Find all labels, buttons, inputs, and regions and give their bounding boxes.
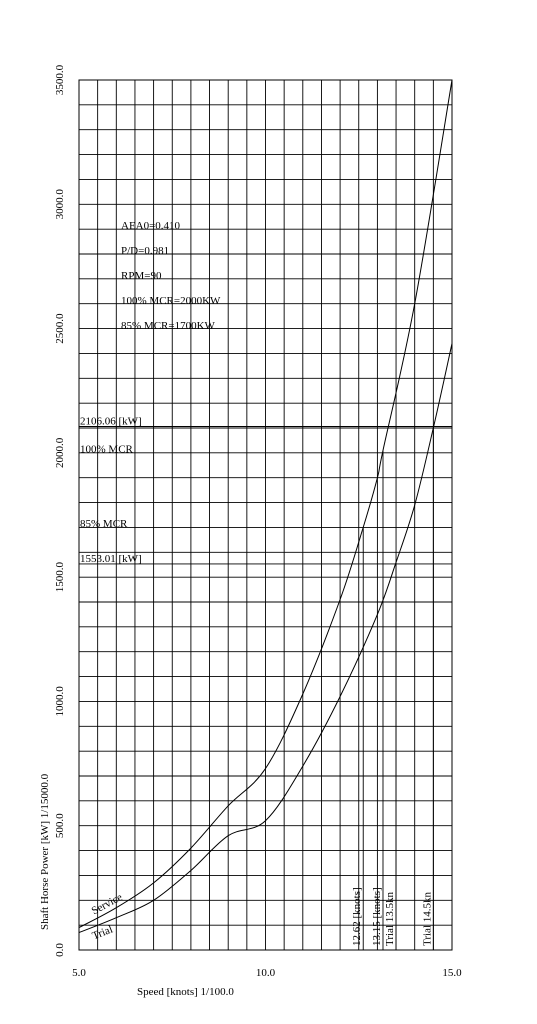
y-tick-label: 3500.0 bbox=[54, 64, 66, 96]
parameter-text: P/D=0.981 bbox=[121, 245, 170, 257]
y-tick-label: 0.0 bbox=[54, 943, 66, 957]
speed-marker-label: 12.62 [knots] bbox=[351, 887, 364, 946]
parameter-text: AEA0=0.410 bbox=[121, 220, 181, 232]
speed-marker-label: Trial 14.5kn bbox=[421, 892, 434, 946]
x-tick-label: 15.0 bbox=[442, 967, 462, 979]
parameter-text: 85% MCR=1700KW bbox=[121, 320, 215, 332]
parameter-block bbox=[121, 220, 221, 332]
y-tick-label: 500.0 bbox=[54, 813, 66, 839]
mcr-label: 85% MCR bbox=[80, 517, 128, 530]
parameter-text: RPM=90 bbox=[121, 270, 162, 282]
y-tick-label: 2000.0 bbox=[54, 437, 66, 468]
x-tick-label: 5.0 bbox=[72, 967, 86, 979]
y-tick-label: 1000.0 bbox=[54, 686, 66, 717]
x-tick-label: 10.0 bbox=[255, 967, 276, 979]
y-tick-label: 2500.0 bbox=[54, 313, 66, 344]
y-axis-title: Shaft Horse Power [kW] 1/15000.0 bbox=[39, 773, 51, 930]
y-tick-label: 1500.0 bbox=[54, 562, 66, 593]
series-label-trial: Trial bbox=[90, 923, 115, 943]
x-axis-title: Speed [knots] 1/100.0 bbox=[137, 986, 234, 998]
speed-markers bbox=[351, 426, 433, 950]
mcr-value-label: 2106.06 [kW] bbox=[80, 415, 142, 428]
series-label-service: Service bbox=[89, 891, 125, 918]
speed-marker-label: Trial 13.5kn bbox=[384, 892, 397, 946]
speed-marker-label: 13.15 [knots] bbox=[370, 887, 383, 946]
mcr-label: 100% MCR bbox=[80, 443, 133, 456]
mcr-value-label: 1553.01 [kW] bbox=[80, 552, 142, 565]
y-tick-label: 3000.0 bbox=[54, 189, 66, 220]
parameter-text: 100% MCR=2000KW bbox=[121, 295, 221, 307]
